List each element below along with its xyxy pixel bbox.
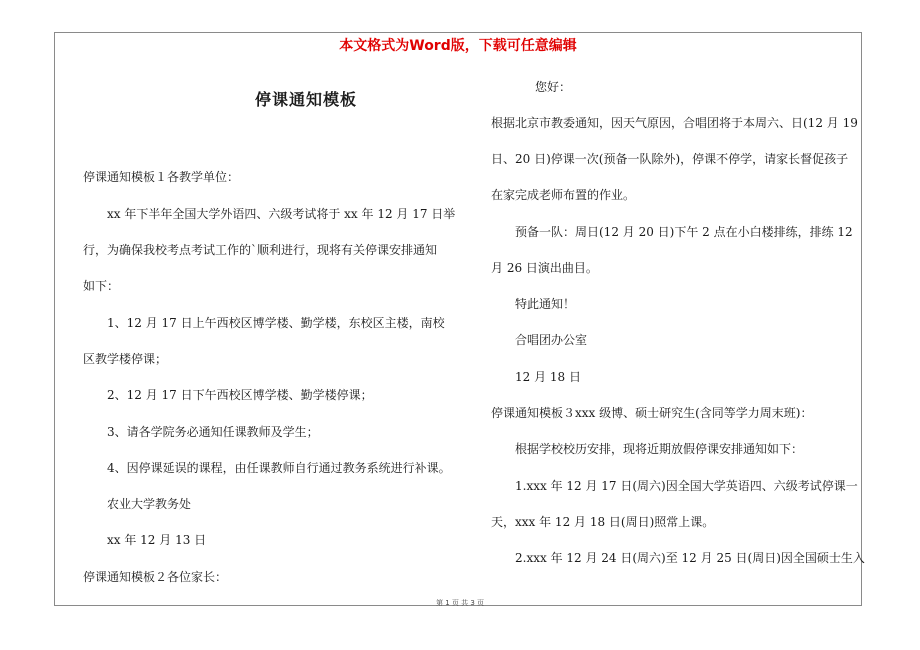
left-para-line: 4、因停课延误的课程，由任课教师自行通过教务系统进行补课。 — [107, 461, 451, 475]
right-para-line: 日、20 日)停课一次(预备一队除外)，停课不停学，请家长督促孩子 — [491, 152, 849, 166]
left-para-line: 1、12 月 17 日上午西校区博学楼、勤学楼，东校区主楼，南校 — [107, 316, 445, 330]
word-format-banner: 本文格式为Word版，下载可任意编辑 — [339, 38, 577, 54]
right-para-line: 根据学校校历安排，现将近期放假停课安排通知如下： — [515, 442, 804, 456]
left-para-line: 行，为确保我校考点考试工作的`顺利进行，现将有关停课安排通知 — [83, 243, 438, 257]
right-greeting: 您好： — [535, 80, 572, 94]
left-signature: 农业大学教务处 — [107, 497, 192, 511]
left-para-heading: 停课通知模板２各位家长： — [83, 570, 228, 584]
right-para-line: 1.xxx 年 12 月 17 日(周六)因全国大学英语四、六级考试停课一 — [515, 479, 858, 493]
page-footer: 第 1 页 共 3 页 — [435, 599, 485, 607]
left-para-line: xx 年下半年全国大学外语四、六级考试将于 xx 年 12 月 17 日举 — [107, 207, 456, 221]
left-date: xx 年 12 月 13 日 — [107, 533, 207, 547]
left-para-line: 如下： — [83, 279, 120, 293]
right-para-line: 根据北京市教委通知，因天气原因，合唱团将于本周六、日(12 月 19 — [491, 116, 858, 130]
right-signature: 合唱团办公室 — [515, 333, 588, 347]
document-title: 停课通知模板 — [255, 90, 358, 109]
right-para-line: 天，xxx 年 12 月 18 日(周日)照常上课。 — [491, 515, 715, 529]
left-para-line: 区教学楼停课； — [83, 352, 168, 366]
left-para-line: 2、12 月 17 日下午西校区博学楼、勤学楼停课； — [107, 388, 373, 402]
right-para-line: 月 26 日演出曲目。 — [491, 261, 598, 275]
left-para-line: 3、请各学院务必通知任课教师及学生； — [107, 425, 319, 439]
right-date: 12 月 18 日 — [515, 370, 581, 384]
left-para-heading: 停课通知模板１各教学单位： — [83, 170, 240, 184]
document-page — [54, 32, 865, 606]
right-para-line: 在家完成老师布置的作业。 — [491, 188, 636, 202]
right-para-heading: 停课通知模板３xxx 级博、硕士研究生(含同等学力周末班)： — [491, 406, 813, 420]
right-para-line: 2.xxx 年 12 月 24 日(周六)至 12 月 25 日(周日)因全国硕士生入 — [515, 551, 865, 565]
right-para-line: 预备一队：周日(12 月 20 日)下午 2 点在小白楼排练，排练 12 — [515, 225, 853, 239]
right-para-line: 特此通知！ — [515, 297, 576, 311]
